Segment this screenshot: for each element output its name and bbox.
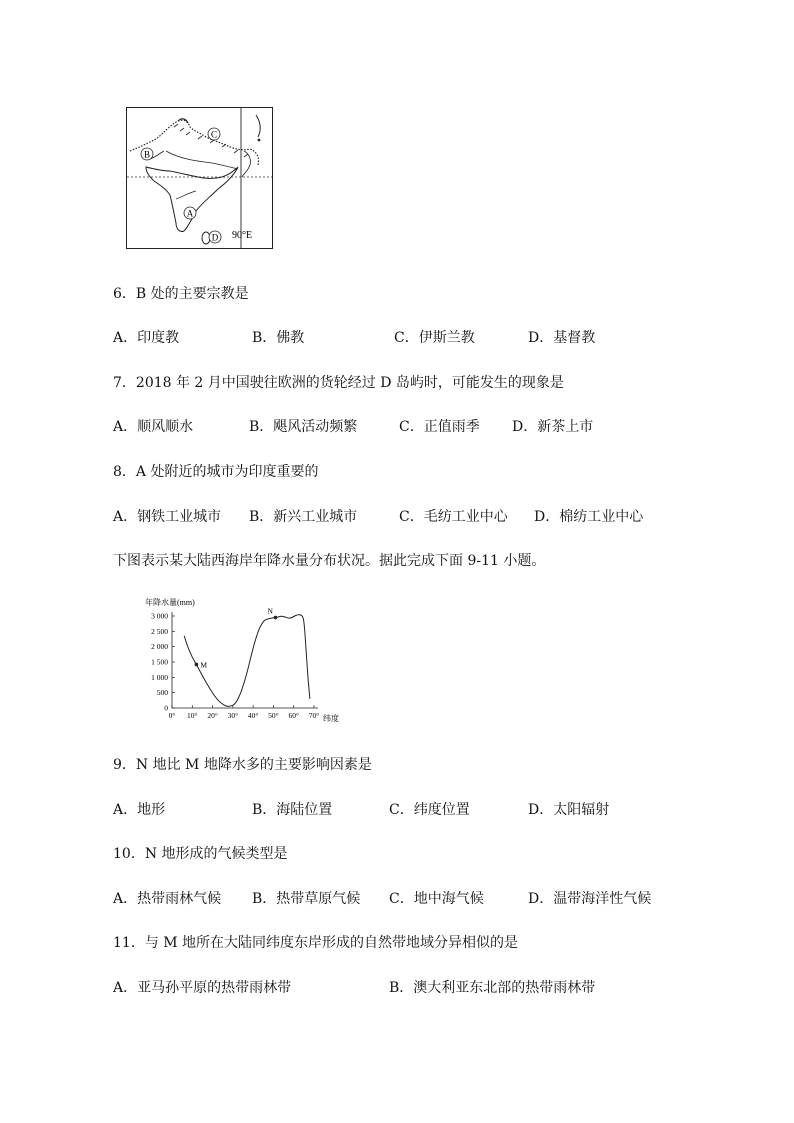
x-tick-label: 20° [207,711,218,720]
x-tick-label: 50° [268,711,279,720]
y-tick-label: 1 500 [151,657,168,667]
q11-option-b[interactable]: B．澳大利亚东北部的热带雨林带 [389,980,596,996]
map-label-c: C [210,129,218,140]
q11-stem: 11．与 M 地所在大陆同纬度东岸形成的自然带地域分异相似的是 [113,935,519,951]
chart-ylabel: 年降水量(mm) [145,598,195,607]
map-label-d: D [211,232,219,243]
map-label-b: B [143,149,151,160]
chart-xlabel: 纬度 [323,714,339,723]
q6-stem: 6．B 处的主要宗教是 [113,286,249,302]
q11-option-a[interactable]: A．亚马孙平原的热带雨林带 [113,980,292,996]
q9-option-a[interactable]: A．地形 [113,802,166,818]
y-tick-label: 2 500 [151,626,168,636]
q8-option-d[interactable]: D．棉纺工业中心 [534,509,644,525]
x-tick-label: 30° [227,711,239,720]
q7-option-b[interactable]: B．飓风活动频繁 [249,419,358,435]
q7-option-c[interactable]: C．正值雨季 [399,419,480,435]
south-asia-map [126,107,274,250]
chart-intro: 下图表示某大陆西海岸年降水量分布状况。据此完成下面 9-11 小题。 [113,553,546,569]
q10-option-a[interactable]: A．热带雨林气候 [113,891,222,907]
point-label-m: M [200,660,208,670]
x-tick-label: 70° [308,711,320,720]
q10-stem: 10．N 地形成的气候类型是 [113,846,288,862]
q8-stem: 8．A 处附近的城市为印度重要的 [113,464,319,480]
q9-option-b[interactable]: B．海陆位置 [252,802,333,818]
q7-option-d[interactable]: D．新茶上市 [512,419,594,435]
q9-stem: 9．N 地比 M 地降水多的主要影响因素是 [113,757,372,773]
precipitation-chart [140,595,345,725]
map-label-a: A [186,208,194,219]
q6-option-b[interactable]: B．佛教 [252,330,305,346]
q9-option-c[interactable]: C．纬度位置 [389,802,470,818]
q6-option-d[interactable]: D．基督教 [528,330,596,346]
q6-option-a[interactable]: A．印度教 [113,330,180,346]
q9-option-d[interactable]: D．太阳辐射 [528,802,610,818]
x-tick-label: 10° [187,711,198,720]
q8-option-c[interactable]: C．毛纺工业中心 [399,509,508,525]
q10-option-b[interactable]: B．热带草原气候 [252,891,361,907]
meridian-label: 90°E [232,230,253,241]
y-tick-label: 500 [156,688,168,698]
x-tick-label: 40° [247,711,259,720]
q10-option-c[interactable]: C．地中海气候 [389,891,484,907]
y-tick-label: 3 000 [151,611,168,621]
q7-stem: 7．2018 年 2 月中国驶往欧洲的货轮经过 D 岛屿时，可能发生的现象是 [113,375,564,391]
q6-option-c[interactable]: C．伊斯兰教 [394,330,475,346]
q8-option-b[interactable]: B．新兴工业城市 [249,509,358,525]
point-m [195,663,199,667]
q7-option-a[interactable]: A．顺风顺水 [113,419,194,435]
x-tick-label: 0° [168,711,176,720]
q10-option-d[interactable]: D．温带海洋性气候 [528,891,652,907]
y-tick-label: 0 [164,703,168,713]
point-label-n: N [267,606,273,616]
y-tick-label: 1 000 [151,672,168,682]
y-tick-label: 2 000 [151,642,168,652]
point-n [274,616,278,620]
q8-option-a[interactable]: A．钢铁工业城市 [113,509,222,525]
x-tick-label: 60° [288,711,299,720]
